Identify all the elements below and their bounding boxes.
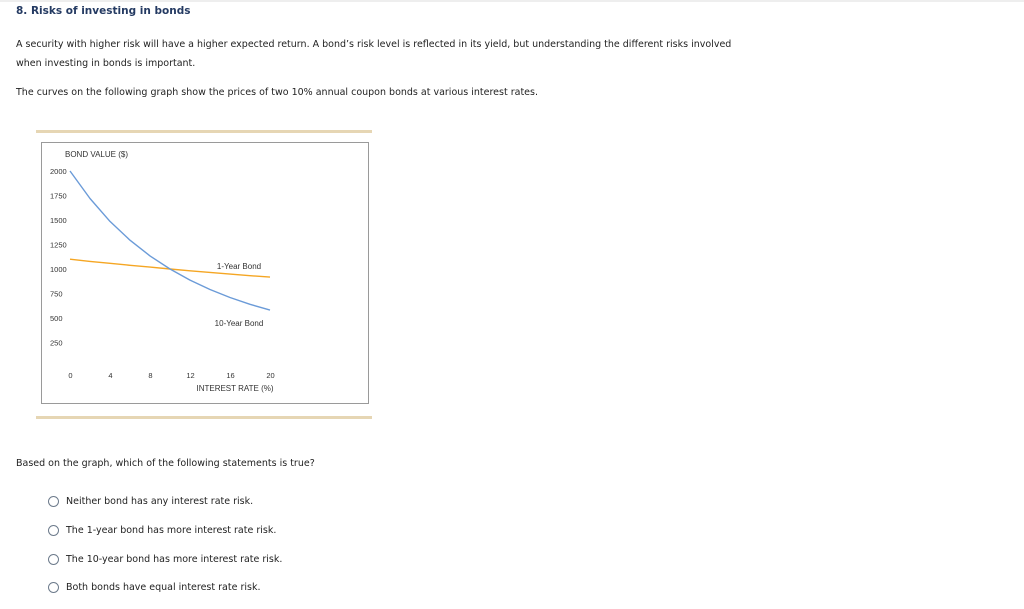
series-lines <box>70 171 270 310</box>
bond-value-chart <box>42 143 368 403</box>
y-tick-label: 750 <box>50 289 63 299</box>
x-tick-labels <box>68 371 274 380</box>
figure-top-rule <box>36 130 372 133</box>
graph-intro: The curves on the following graph show the prices of two 10% annual coupon bonds at various interest rates. <box>16 87 538 98</box>
x-tick-label: 0 <box>68 371 73 380</box>
y-tick-labels <box>50 167 67 348</box>
x-tick-label: 20 <box>266 371 275 380</box>
chart-frame <box>41 142 369 404</box>
figure <box>36 130 372 420</box>
radio-button[interactable] <box>48 496 59 507</box>
option-equal[interactable] <box>48 579 368 595</box>
figure-bottom-rule <box>36 416 372 419</box>
option-label: Both bonds have equal interest rate risk. <box>66 581 261 593</box>
intro-paragraph <box>16 35 996 73</box>
y-tick-label: 500 <box>50 314 63 323</box>
ten-year-bond-line <box>70 171 270 310</box>
option-label: The 10-year bond has more interest rate risk. <box>66 553 283 565</box>
radio-button[interactable] <box>48 525 59 536</box>
option-one-year[interactable] <box>48 522 368 538</box>
x-tick-label: 8 <box>148 371 153 380</box>
x-axis-title: INTEREST RATE (%) <box>196 384 274 393</box>
y-axis-title: BOND VALUE ($) <box>65 150 128 159</box>
question-heading: 8. Risks of investing in bonds <box>16 5 191 17</box>
y-tick-label: 250 <box>50 338 63 348</box>
option-neither[interactable] <box>48 493 368 509</box>
one-year-bond-label: 1-Year Bond <box>216 262 262 271</box>
y-tick-label: 1000 <box>50 265 67 274</box>
intro-line-2: when investing in bonds is important. <box>16 58 196 69</box>
option-ten-year[interactable] <box>48 551 368 567</box>
question-prompt: Based on the graph, which of the following statements is true? <box>16 458 315 469</box>
option-label: Neither bond has any interest rate risk. <box>66 495 254 507</box>
radio-button[interactable] <box>48 582 59 593</box>
y-tick-label: 1750 <box>50 191 67 201</box>
y-tick-label: 1500 <box>50 216 67 225</box>
top-divider <box>0 0 1024 2</box>
ten-year-bond-label: 10-Year Bond <box>214 319 264 328</box>
intro-line-1: A security with higher risk will have a higher expected return. A bond’s risk level is reflected in its yield, but understanding the different risks involved <box>16 39 732 50</box>
x-tick-label: 4 <box>108 371 113 380</box>
y-tick-label: 2000 <box>50 167 67 176</box>
y-tick-label: 1250 <box>50 240 67 250</box>
x-tick-label: 16 <box>226 371 235 380</box>
x-tick-label: 12 <box>186 371 195 380</box>
radio-button[interactable] <box>48 554 59 565</box>
option-label: The 1-year bond has more interest rate risk. <box>66 524 277 536</box>
